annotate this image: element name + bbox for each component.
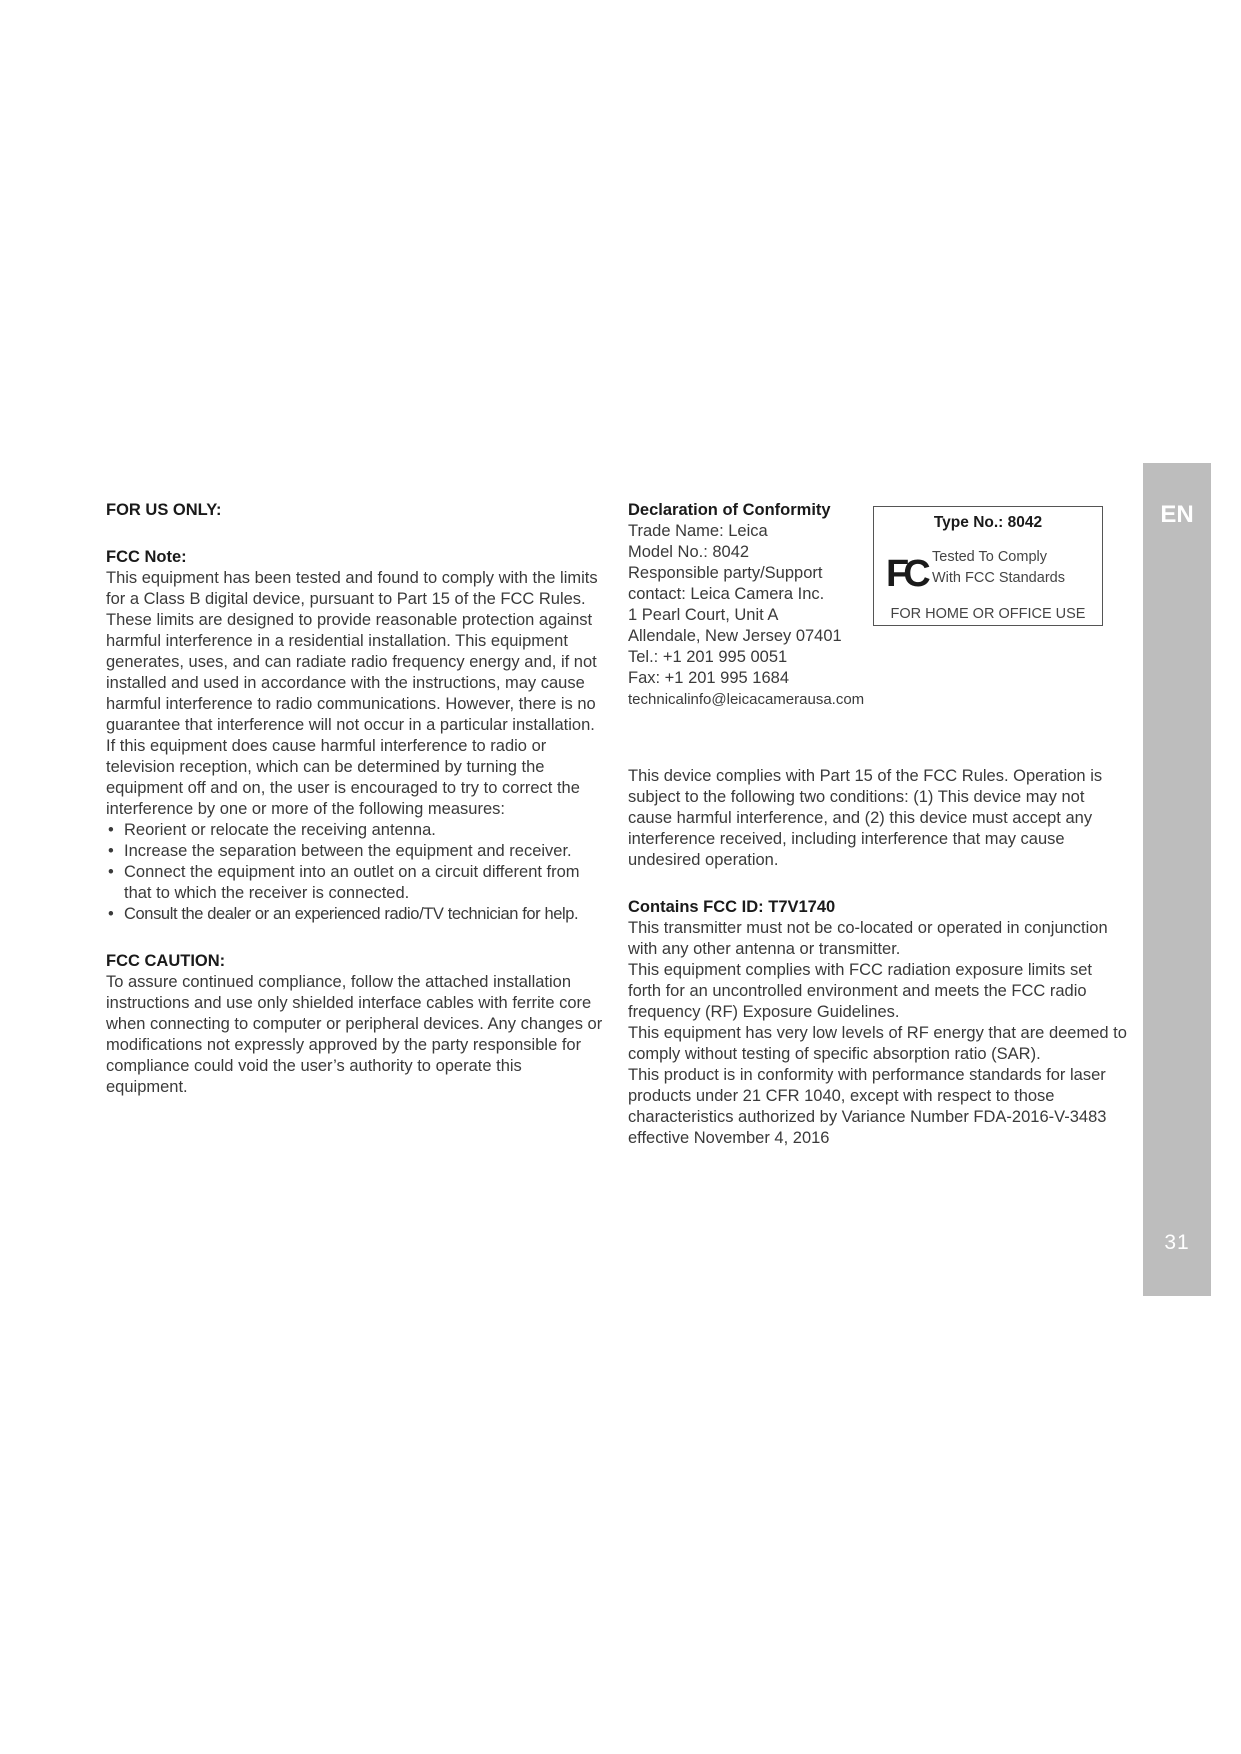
fcc-id-heading: Contains FCC ID: T7V1740 <box>628 898 836 916</box>
left-column <box>106 500 606 1098</box>
fcc-note-heading: FCC Note: <box>106 548 187 566</box>
fcc-logo-text: FC <box>886 553 925 593</box>
declaration-heading: Declaration of Conformity <box>628 501 831 519</box>
part15-body: This device complies with Part 15 of the FCC Rules. Operation is subject to the following two conditions: (1) This device may not cause harmful interference, and (2) this device must accept any interference received, including interference that may cause undesired operation. <box>628 767 1103 869</box>
standards-text <box>932 547 1065 589</box>
declaration-line: 1 Pearl Court, Unit A <box>628 606 779 624</box>
declaration-line: Fax: +1 201 995 1684 <box>628 669 790 687</box>
declaration-line: Allendale, New Jersey 07401 <box>628 627 842 645</box>
fcc-id-paragraph: This product is in conformity with performance standards for laser products under 21 CFR 1040, except with respect to those characteristics authorized by Variance Number FDA-2016-V-3483 effective November 4, 2016 <box>628 1066 1107 1147</box>
us-only-heading: FOR US ONLY: <box>106 501 222 519</box>
fcc-note-body: This equipment has been tested and found to comply with the limits for a Class B digital device, pursuant to Part 15 of the FCC Rules. These limits are designed to provide reasonable protection against harmful interference in a residential installation. This equipment generates, uses, and can radiate radio frequency energy and, if not installed and used in accordance with the instructions, may cause harmful interference to radio communications. However, there is no guarantee that interference will not occur in a particular installation. If this equipment does cause harmful interference to radio or television reception, which can be determined by turning the equipment off and on, the user is encouraged to try to correct the interference by one or more of the following measures: <box>106 569 598 818</box>
standards-line: Tested To Comply <box>932 549 1047 565</box>
language-tab: EN <box>1160 501 1194 528</box>
list-item: • Connect the equipment into an outlet on a circuit different from that to which the receiver is connected. <box>106 862 606 904</box>
measures-list <box>106 820 606 925</box>
language-sidebar <box>1143 463 1211 1296</box>
list-item: • Consult the dealer or an experienced radio/TV technician for help. <box>106 904 606 925</box>
home-office-use: FOR HOME OR OFFICE USE <box>890 606 1086 622</box>
declaration-line: contact: Leica Camera Inc. <box>628 585 825 603</box>
type-label-box <box>873 506 1103 626</box>
declaration-line: Responsible party/Support <box>628 564 823 582</box>
fcc-id-paragraph: This equipment complies with FCC radiation exposure limits set forth for an uncontrolled environment and meets the FCC radio frequency (RF) Exposure Guidelines. <box>628 961 1093 1021</box>
list-item: • Reorient or relocate the receiving antenna. <box>106 820 606 841</box>
page-number: 31 <box>1164 1231 1190 1254</box>
standards-line: With FCC Standards <box>932 570 1065 586</box>
declaration-line: Model No.: 8042 <box>628 543 750 561</box>
declaration-line: Trade Name: Leica <box>628 522 768 540</box>
support-email: technicalinfo@leicacamerausa.com <box>628 691 865 708</box>
fcc-caution-body: To assure continued compliance, follow the attached installation instructions and use only shielded interface cables with ferrite core when connecting to computer or peripheral devices. Any changes or modifications not expressly approved by the party responsible for compliance could void the user’s authority to operate this equipment. <box>106 973 603 1096</box>
fcc-id-paragraph: This equipment has very low levels of RF energy that are deemed to comply without testing of specific absorption ratio (SAR). <box>628 1024 1127 1063</box>
fcc-id-paragraph: This transmitter must not be co-located or operated in conjunction with any other antenna or transmitter. <box>628 919 1108 958</box>
declaration-line: Tel.: +1 201 995 0051 <box>628 648 788 666</box>
type-number: Type No.: 8042 <box>933 514 1043 531</box>
list-item: • Increase the separation between the equipment and receiver. <box>106 841 606 862</box>
fcc-caution-heading: FCC CAUTION: <box>106 952 226 970</box>
declaration-block <box>628 500 888 710</box>
